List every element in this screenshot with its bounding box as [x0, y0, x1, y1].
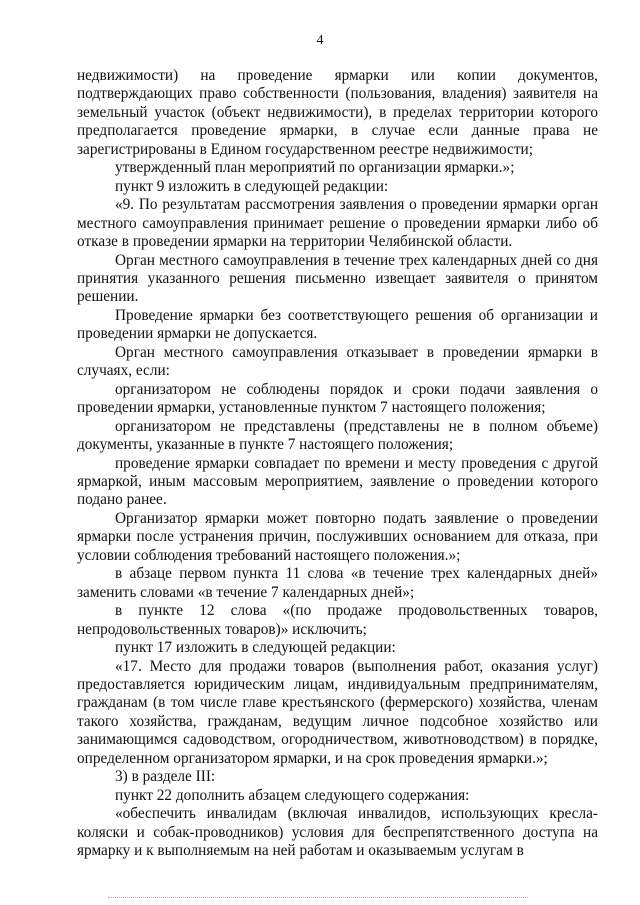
paragraph: Организатор ярмарки может повторно подать заявление о проведении ярмарки после устранения причин, послуживших основанием для отказа, при условии соблюдения требований настоящего положения.»; — [77, 509, 598, 564]
paragraph: Проведение ярмарки без соответствующего решения об организации и проведении ярмарки не допускается. — [77, 306, 598, 343]
paragraph: «9. По результатам рассмотрения заявления о проведении ярмарки орган местного самоуправления принимает решение о проведении ярмарки либо об отказе в проведении ярмарки на территории Челябинской области. — [77, 196, 598, 251]
paragraph: «обеспечить инвалидам (включая инвалидов, использующих кресла-коляски и собак-проводников) условия для беспрепятственного доступа на ярмарку и к выполняемым на ней работам и оказываемым услугам в — [77, 805, 598, 860]
paragraph: Орган местного самоуправления отказывает в проведении ярмарки в случаях, если: — [77, 343, 598, 380]
paragraph: пункт 17 изложить в следующей редакции: — [115, 639, 396, 657]
paragraph: проведение ярмарки совпадает по времени и месту проведения с другой ярмаркой, иным массовым мероприятием, заявление о проведении которого подано ранее. — [77, 454, 598, 509]
paragraph: «17. Место для продажи товаров (выполнения работ, оказания услуг) предоставляется юридическим лицам, индивидуальным предпринимателям, гражданам (в том числе главе крестьянского (фермерского) хозяйства, членам такого хозяйства, гражданам, ведущим личное подсобное хозяйство или занимающимся садоводством, огородничеством, животноводством) в порядке, определенном организатором ярмарки, и на срок проведения ярмарки.»; — [77, 657, 598, 767]
paragraph: пункт 9 изложить в следующей редакции: — [115, 177, 389, 195]
page-number: 4 — [316, 33, 324, 48]
paragraph: в абзаце первом пункта 11 слова «в течение трех календарных дней» заменить словами «в течение 7 календарных дней»; — [77, 565, 598, 601]
paragraph: пункт 22 дополнить абзацем следующего содержания: — [115, 786, 470, 804]
paragraph: 3) в разделе III: — [115, 768, 216, 786]
paragraph: утвержденный план мероприятий по организации ярмарки.»; — [115, 159, 515, 177]
paragraph: Орган местного самоуправления в течение трех календарных дней со дня принятия указанного решения письменно извещает заявителя о принятом решении. — [77, 251, 598, 306]
document-body — [77, 67, 598, 860]
paragraph: в пункте 12 слова «(по продаже продовольственных товаров, непродовольственных товаров)» исключить; — [77, 602, 598, 638]
paragraph: организатором не соблюдены порядок и сроки подачи заявления о проведении ярмарки, установленные пунктом 7 настоящего положения; — [77, 380, 598, 417]
paragraph: организатором не представлены (представлены не в полном объеме) документы, указанные в пункте 7 настоящего положения; — [77, 417, 598, 454]
scan-edge-marks — [108, 897, 528, 900]
paragraph: недвижимости) на проведение ярмарки или копии документов, подтверждающих право собственности (пользования, владения) заявителя на земельный участок (объект недвижимости), в пределах территории которого предполагается проведение ярмарки, в случае если данные права не зарегистрированы в Едином государственном реестре недвижимости; — [77, 67, 598, 158]
